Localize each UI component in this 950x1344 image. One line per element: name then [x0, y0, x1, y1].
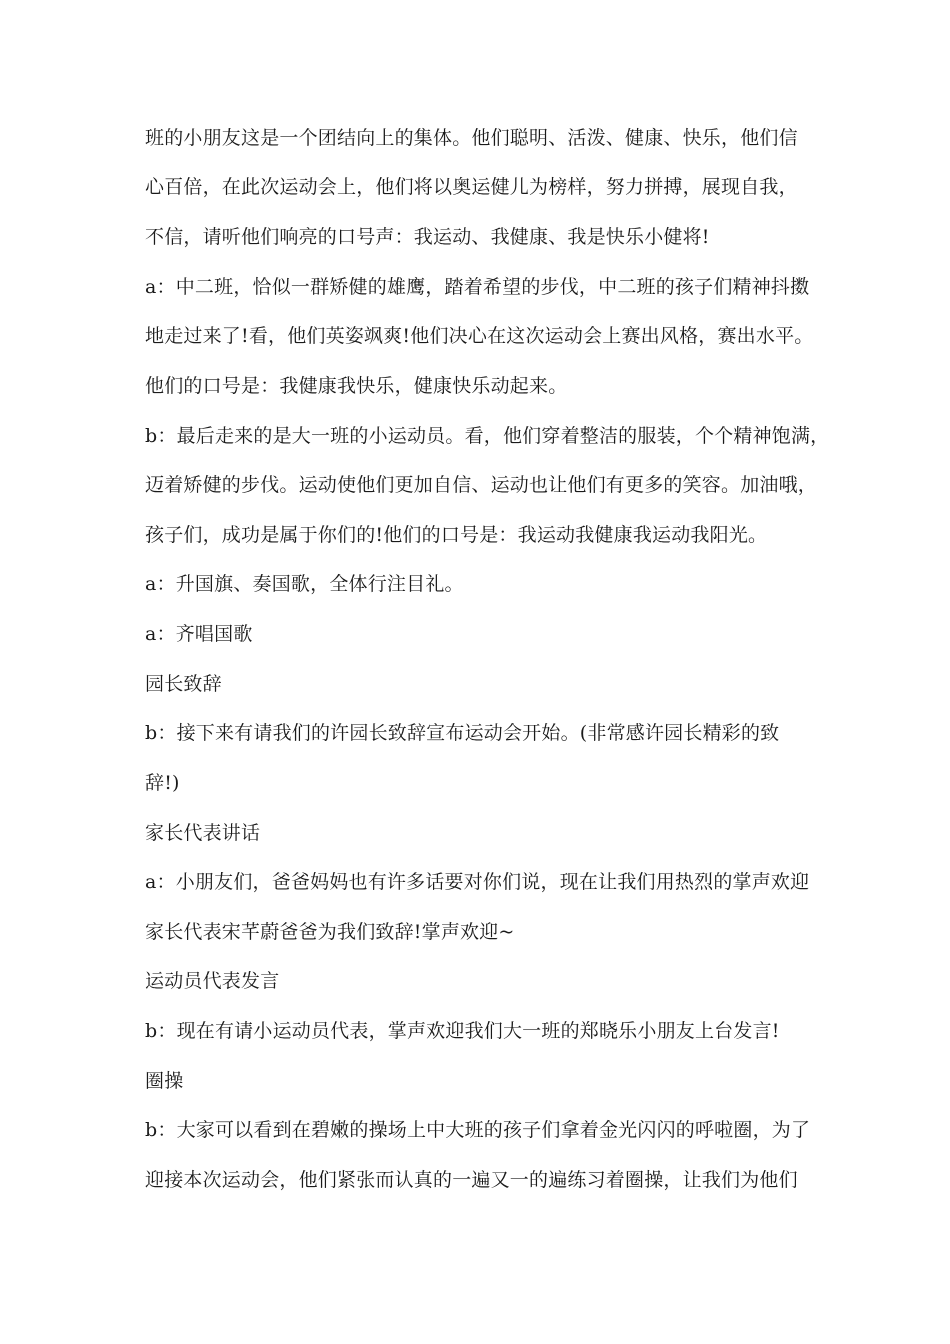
text-line: 辞!) [145, 772, 180, 794]
section-heading: 运动员代表发言 [145, 970, 280, 992]
text-line: 不信，请听他们响亮的口号声：我运动、我健康、我是快乐小健将! [145, 226, 710, 248]
text-line: b：大家可以看到在碧嫩的操场上中大班的孩子们拿着金光闪闪的呼啦圈，为了 [145, 1119, 811, 1141]
text-line: 心百倍，在此次运动会上，他们将以奥运健儿为榜样，努力拼搏，展现自我， [145, 176, 798, 198]
text-line: a：升国旗、奏国歌，全体行注目礼。 [145, 573, 464, 595]
text-line: 孩子们，成功是属于你们的!他们的口号是：我运动我健康我运动我阳光。 [145, 524, 768, 546]
text-line: 班的小朋友这是一个团结向上的集体。他们聪明、活泼、健康、快乐，他们信 [145, 127, 798, 149]
section-heading: 园长致辞 [145, 673, 222, 695]
text-line: a：中二班，恰似一群矫健的雄鹰，踏着希望的步伐，中二班的孩子们精神抖擞 [145, 276, 810, 298]
text-line: 他们的口号是：我健康我快乐，健康快乐动起来。 [145, 375, 568, 397]
text-line: 迎接本次运动会，他们紧张而认真的一遍又一的遍练习着圈操，让我们为他们 [145, 1169, 798, 1191]
text-line: b：现在有请小运动员代表，掌声欢迎我们大一班的郑晓乐小朋友上台发言! [145, 1020, 780, 1042]
text-line: a：齐唱国歌 [145, 623, 253, 645]
text-line: 家长代表宋芊蔚爸爸为我们致辞!掌声欢迎~ [145, 921, 515, 943]
text-line: b：接下来有请我们的许园长致辞宣布运动会开始。(非常感许园长精彩的致 [145, 722, 780, 744]
text-line: b：最后走来的是大一班的小运动员。看，他们穿着整洁的服装，个个精神饱满， [145, 425, 830, 447]
text-line: 地走过来了!看，他们英姿飒爽!他们决心在这次运动会上赛出风格，赛出水平。 [145, 325, 814, 347]
text-line: 迈着矫健的步伐。运动使他们更加自信、运动也让他们有更多的笑容。加油哦， [145, 474, 818, 496]
text-line: a：小朋友们，爸爸妈妈也有许多话要对你们说，现在让我们用热烈的掌声欢迎 [145, 871, 810, 893]
section-heading: 家长代表讲话 [145, 822, 261, 844]
section-heading: 圈操 [145, 1070, 184, 1092]
